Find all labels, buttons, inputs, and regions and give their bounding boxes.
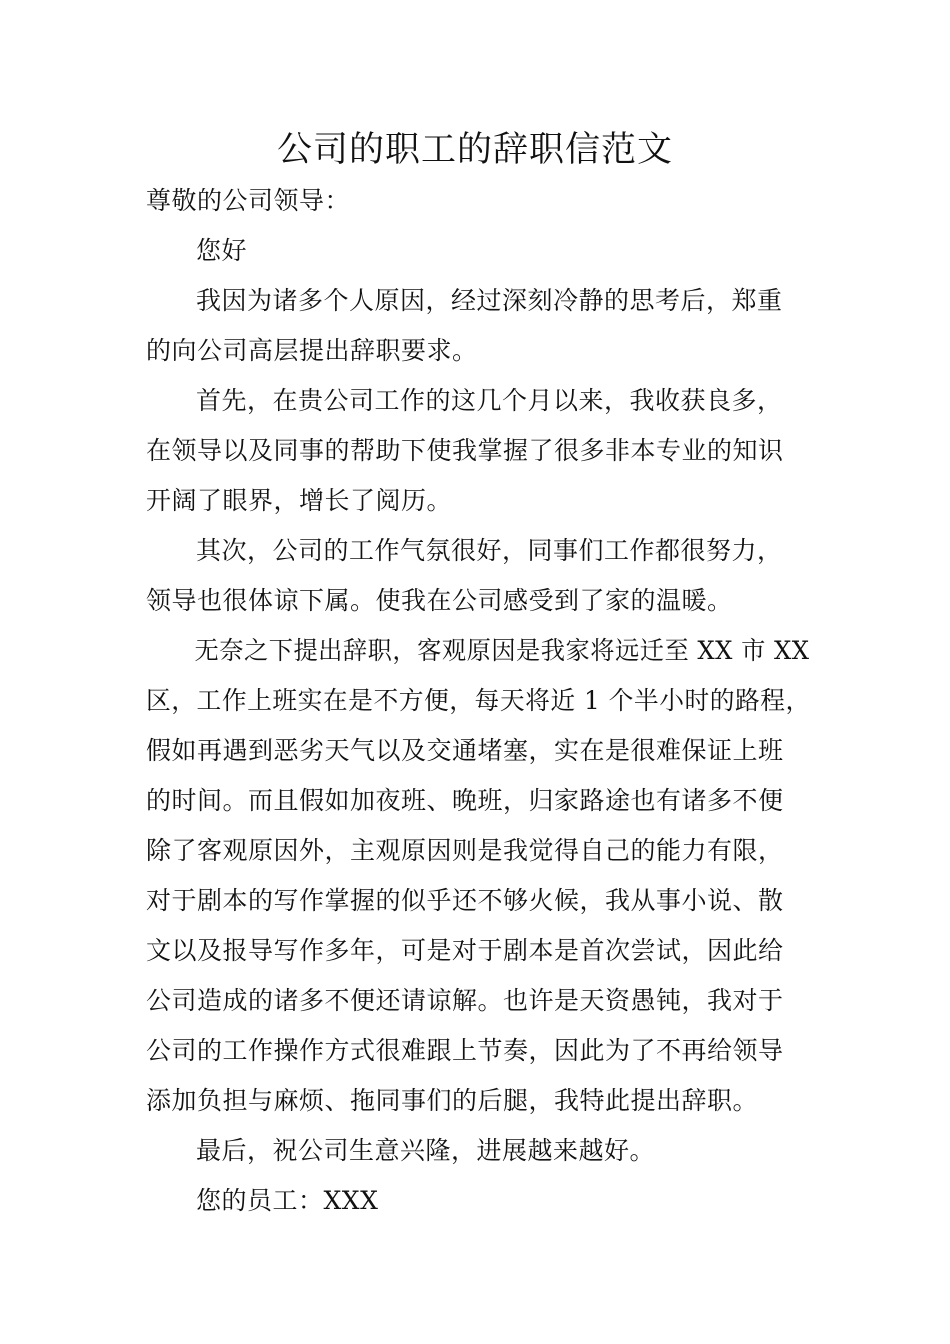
letter-line: 尊敬的公司领导： <box>146 186 351 215</box>
letter-line: 公司造成的诸多不便还请谅解。也许是天资愚钝，我对于 <box>146 986 784 1015</box>
letter-line: 无奈之下提出辞职，客观原因是我家将远迁至 XX 市 XX <box>194 636 810 665</box>
letter-line: 首先，在贵公司工作的这几个月以来，我收获良多， <box>196 386 783 415</box>
letter-line: 添加负担与麻烦、拖同事们的后腿，我特此提出辞职。 <box>146 1086 759 1115</box>
letter-line: 您好 <box>196 236 248 265</box>
letter-line: 我因为诸多个人原因，经过深刻冷静的思考后，郑重 <box>196 286 783 315</box>
letter-line: 公司的工作操作方式很难跟上节奏，因此为了不再给领导 <box>146 1036 784 1065</box>
letter-line: 您的员工：XXX <box>196 1186 379 1215</box>
letter-line: 领导也很体谅下属。使我在公司感受到了家的温暖。 <box>146 586 733 615</box>
letter-line: 文以及报导写作多年，可是对于剧本是首次尝试，因此给 <box>146 936 784 965</box>
letter-line: 开阔了眼界，增长了阅历。 <box>146 486 453 515</box>
letter-line: 除了客观原因外，主观原因则是我觉得自己的能力有限， <box>146 836 784 865</box>
document-title: 公司的职工的辞职信范文 <box>276 130 673 170</box>
letter-line: 在领导以及同事的帮助下使我掌握了很多非本专业的知识 <box>146 436 784 465</box>
letter-line: 其次，公司的工作气氛很好，同事们工作都很努力， <box>196 536 783 565</box>
letter-line: 对于剧本的写作掌握的似乎还不够火候，我从事小说、散 <box>146 886 784 915</box>
letter-line: 的时间。而且假如加夜班、晚班，归家路途也有诸多不便 <box>146 786 784 815</box>
letter-line: 最后，祝公司生意兴隆，进展越来越好。 <box>196 1136 656 1165</box>
letter-line: 的向公司高层提出辞职要求。 <box>146 336 478 365</box>
letter-body <box>146 176 811 1226</box>
letter-line: 区，工作上班实在是不方便，每天将近 1 个半小时的路程， <box>146 686 811 715</box>
letter-line: 假如再遇到恶劣天气以及交通堵塞，实在是很难保证上班 <box>146 736 784 765</box>
